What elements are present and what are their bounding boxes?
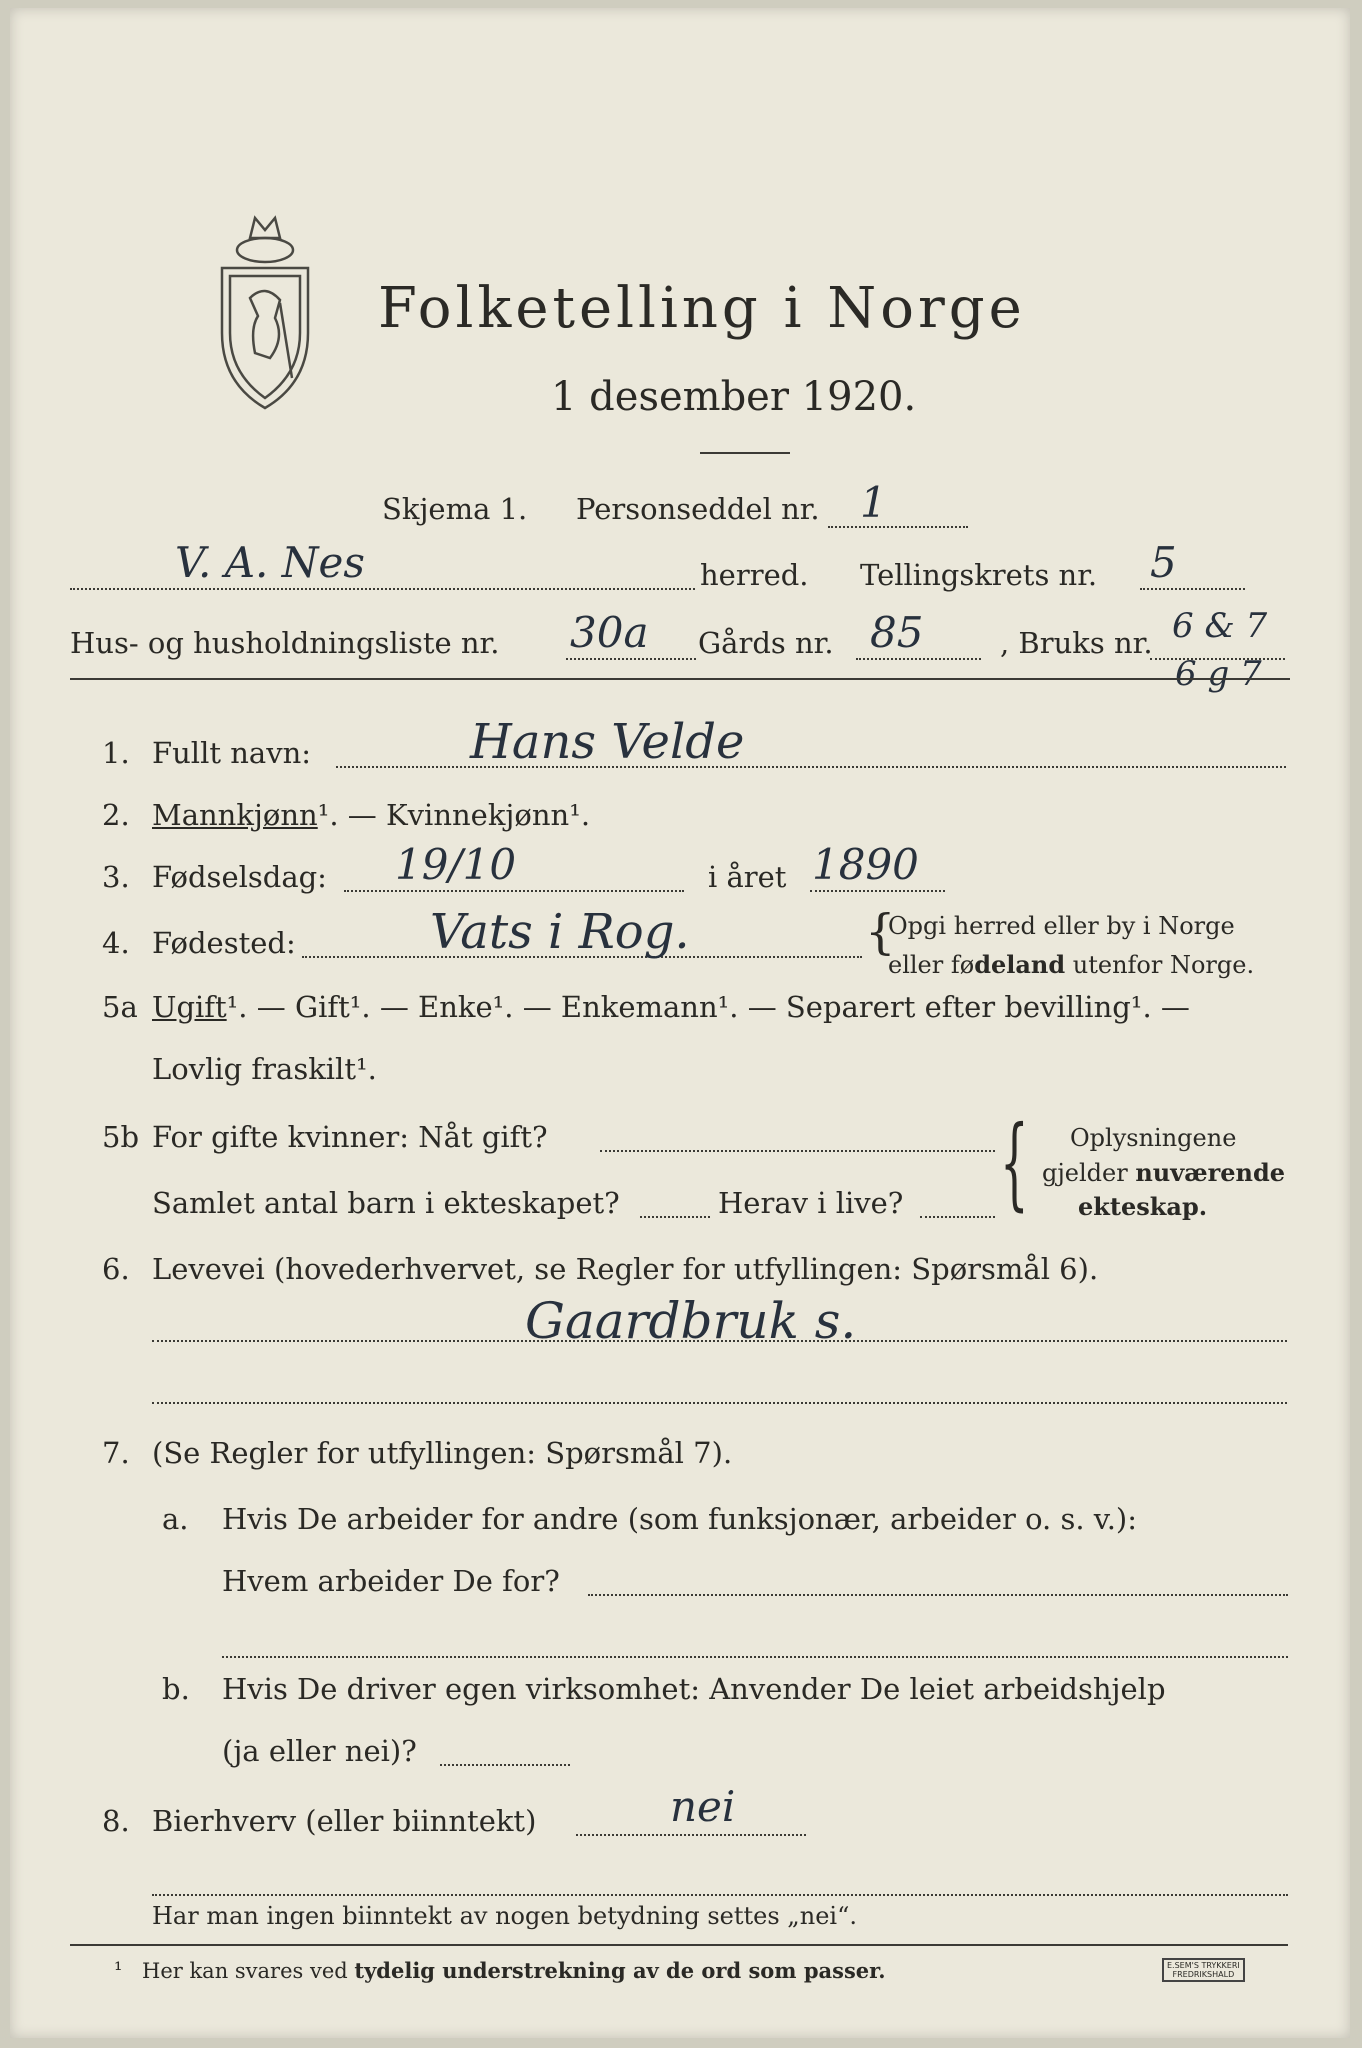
bruks-label: , Bruks nr. — [1000, 626, 1153, 660]
q4-note-line1: Opgi herred eller by i Norge — [888, 912, 1235, 940]
q8-number: 8. — [102, 1804, 130, 1838]
q7a-number: a. — [162, 1502, 189, 1536]
q2-number: 2. — [102, 798, 130, 832]
q4-number: 4. — [102, 926, 130, 960]
q1-value: Hans Velde — [470, 714, 745, 770]
census-date: 1 desember 1920. — [551, 374, 917, 420]
q7b-question: (ja eller nei)? — [222, 1734, 417, 1768]
gards-value: 85 — [870, 608, 924, 657]
q1-label: Fullt navn: — [152, 736, 312, 770]
q7b-text: Hvis De driver egen virksomhet: Anvender De leiet arbeidshjelp — [222, 1672, 1166, 1706]
q7a-question: Hvem arbeider De for? — [222, 1564, 560, 1598]
title-divider — [700, 452, 790, 454]
q5b-alive-line — [920, 1216, 995, 1218]
q5b-children-line — [640, 1216, 710, 1218]
footnote-text — [142, 1958, 886, 1983]
q5b-note-2a: gjelder — [1042, 1159, 1136, 1187]
q3-year-value: 1890 — [812, 840, 919, 889]
coat-of-arms-icon — [210, 208, 320, 413]
q7b-line — [440, 1764, 570, 1766]
q5b-note-line1: Oplysningene — [1070, 1124, 1237, 1152]
q5b-alive-label: Herav i live? — [718, 1186, 904, 1220]
q5a-line2: Lovlig fraskilt¹. — [152, 1052, 377, 1086]
footnote-text-a: Her kan svares ved — [142, 1959, 355, 1983]
q1-number: 1. — [102, 736, 130, 770]
personseddel-label: Personseddel nr. — [576, 492, 820, 526]
q4-note-2a: eller fø — [888, 951, 975, 979]
skjema-label: Skjema 1. — [382, 492, 528, 526]
q5b-note-line2 — [1042, 1158, 1285, 1187]
q3-value: 19/10 — [395, 840, 517, 889]
q8-line1 — [576, 1834, 806, 1836]
herred-value: V. A. Nes — [175, 538, 365, 587]
q5b-brace: { — [1000, 1104, 1029, 1221]
q8-line2 — [152, 1894, 1288, 1896]
q7a-text: Hvis De arbeider for andre (som funksjonær, arbeider o. s. v.): — [222, 1502, 1138, 1536]
printer-stamp — [1162, 1958, 1245, 1982]
footnote-text-b: tydelig understrekning av de ord som passer. — [354, 1958, 886, 1983]
q3-label: Fødselsdag: — [152, 860, 327, 894]
q4-brace: { — [865, 904, 896, 960]
q5a-options — [152, 990, 1190, 1024]
q4-value: Vats i Rog. — [430, 904, 690, 960]
q7-label: (Se Regler for utfyllingen: Spørsmål 7). — [152, 1436, 733, 1470]
printer-stamp-line1: E.SEM'S TRYKKERI — [1167, 1961, 1240, 1970]
husliste-value: 30a — [570, 608, 649, 657]
q2-end: ¹. — [569, 798, 591, 832]
q4-note-line2 — [888, 950, 1254, 979]
q5b-line1: For gifte kvinner: Nåt gift? — [152, 1120, 548, 1154]
herred-label: herred. — [700, 558, 809, 592]
footnote-number: ¹ — [114, 1958, 123, 1982]
q3-year-label: i året — [708, 860, 787, 894]
q7a-line2 — [222, 1656, 1288, 1658]
q6-value: Gaardbruk s. — [525, 1292, 857, 1350]
q5b-number: 5b — [102, 1120, 140, 1154]
q5b-note-line3: ekteskap. — [1078, 1192, 1208, 1221]
form-title: Folketelling i Norge — [378, 276, 1026, 341]
q8-label: Bierhverv (eller biinntekt) — [152, 1804, 537, 1838]
q7a-line1 — [588, 1594, 1288, 1596]
q2-female-option: Kvinnekjønn — [386, 798, 570, 832]
q2-options — [152, 798, 590, 832]
q6-label: Levevei (hovederhvervet, se Regler for utfyllingen: Spørsmål 6). — [152, 1252, 1099, 1286]
q5a-number: 5a — [102, 990, 138, 1024]
q4-label: Fødested: — [152, 926, 296, 960]
footer-note: Har man ingen biinntekt av nogen betydning settes „nei“. — [152, 1902, 857, 1930]
q3-year-line — [810, 890, 945, 892]
herred-line — [70, 588, 695, 590]
q5a-ugift-option: Ugift — [152, 990, 227, 1024]
q5b-married-line — [600, 1150, 995, 1152]
gards-label: Gårds nr. — [698, 626, 834, 660]
header-separator — [70, 678, 1290, 680]
q3-line — [344, 890, 684, 892]
footer-separator — [70, 1944, 1288, 1946]
q4-note-2b: deland — [974, 950, 1066, 979]
q3-number: 3. — [102, 860, 130, 894]
tellingskrets-value: 5 — [1150, 538, 1177, 587]
q6-number: 6. — [102, 1252, 130, 1286]
q5a-other-options: ¹. — Gift¹. — Enke¹. — Enkemann¹. — Separert efter bevilling¹. — — [226, 990, 1190, 1024]
printer-stamp-line2: FREDRIKSHALD — [1172, 1970, 1235, 1979]
tellingskrets-line — [1140, 588, 1245, 590]
census-form — [10, 8, 1350, 2038]
q7b-number: b. — [162, 1672, 190, 1706]
personseddel-line — [828, 526, 968, 528]
q7-number: 7. — [102, 1436, 130, 1470]
q5b-children-label: Samlet antal barn i ekteskapet? — [152, 1186, 620, 1220]
q2-separator: ¹. — — [317, 798, 386, 832]
q4-note-2c: utenfor Norge. — [1065, 951, 1255, 979]
q2-male-option: Mannkjønn — [152, 798, 318, 832]
husliste-line — [566, 658, 696, 660]
gards-line — [856, 658, 981, 660]
q5b-note-2b: nuværende — [1135, 1158, 1286, 1187]
bruks-value: 6 & 7 — [1172, 606, 1268, 646]
husliste-label: Hus- og husholdningsliste nr. — [70, 626, 500, 660]
q6-line2 — [152, 1402, 1287, 1404]
q8-value: nei — [670, 1782, 736, 1831]
personseddel-value: 1 — [860, 478, 887, 527]
bruks-value-correction: 6 g 7 — [1175, 654, 1262, 694]
tellingskrets-label: Tellingskrets nr. — [860, 558, 1098, 592]
